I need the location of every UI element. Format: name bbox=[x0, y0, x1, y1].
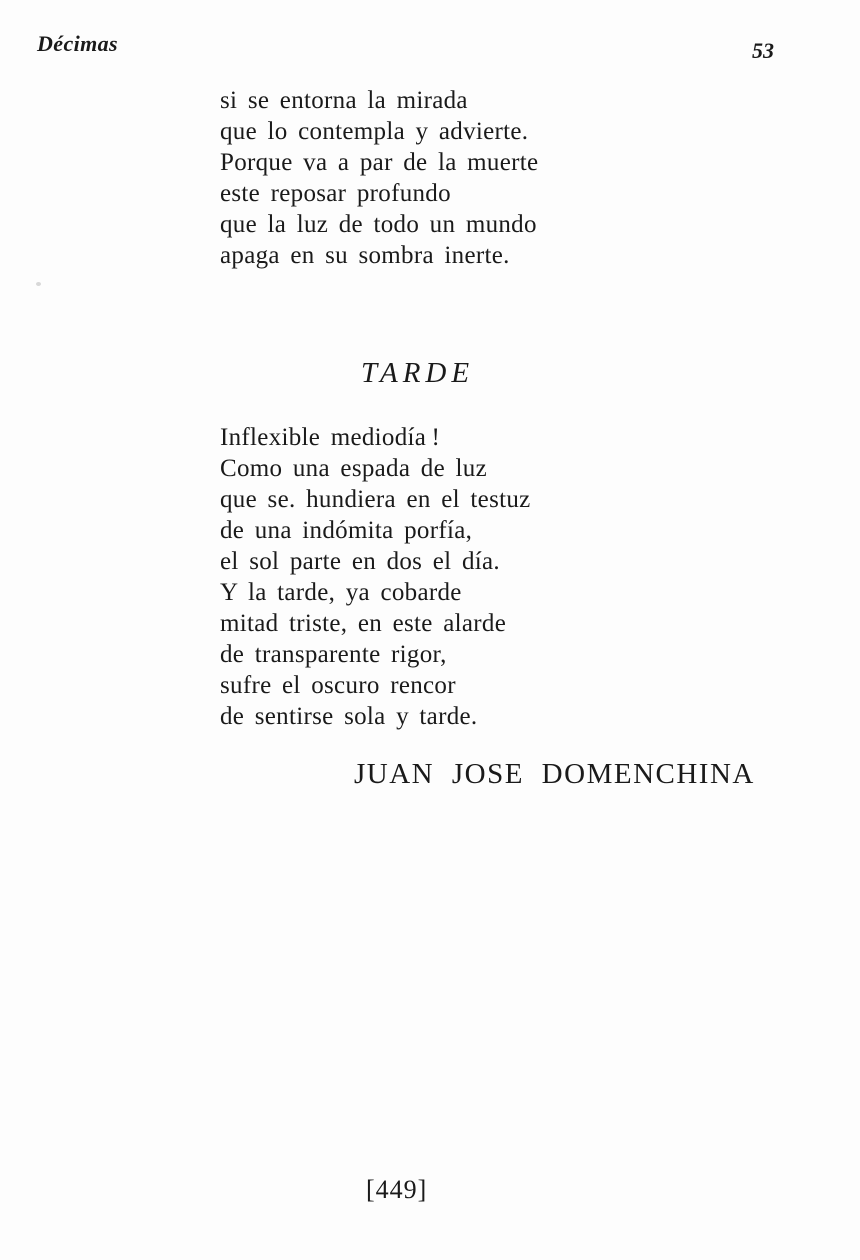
poem-line: de una indómita porfía, bbox=[220, 517, 473, 544]
poem-line: de sentirse sola y tarde. bbox=[220, 703, 478, 730]
page-number: 53 bbox=[752, 38, 774, 63]
scan-speck bbox=[36, 282, 41, 286]
poem-line: sufre el oscuro rencor bbox=[220, 672, 456, 699]
poem-line: el sol parte en dos el día. bbox=[220, 548, 500, 575]
author-attribution: JUAN JOSE DOMENCHINA bbox=[354, 758, 755, 790]
folio-number: [449] bbox=[366, 1175, 428, 1204]
poem-line: que lo contempla y advierte. bbox=[220, 118, 529, 145]
poem-line: que la luz de todo un mundo bbox=[220, 211, 537, 238]
running-title: Décimas bbox=[37, 31, 119, 56]
poem-line: que se. hundiera en el testuz bbox=[220, 486, 531, 513]
poem-line: Inflexible mediodía ! bbox=[220, 424, 441, 451]
poem-line: Como una espada de luz bbox=[220, 455, 487, 482]
poem-title: TARDE bbox=[361, 357, 475, 389]
poem-line: apaga en su sombra inerte. bbox=[220, 242, 510, 269]
poem-line: de transparente rigor, bbox=[220, 641, 447, 668]
poem-line: Y la tarde, ya cobarde bbox=[220, 579, 462, 606]
poem-line: mitad triste, en este alarde bbox=[220, 610, 507, 637]
poem-line: si se entorna la mirada bbox=[220, 87, 468, 114]
poem-line: Porque va a par de la muerte bbox=[220, 149, 539, 176]
poem-line: este reposar profundo bbox=[220, 180, 451, 207]
poem-tarde-stanza bbox=[220, 422, 531, 732]
stanza-continuation bbox=[220, 85, 538, 271]
